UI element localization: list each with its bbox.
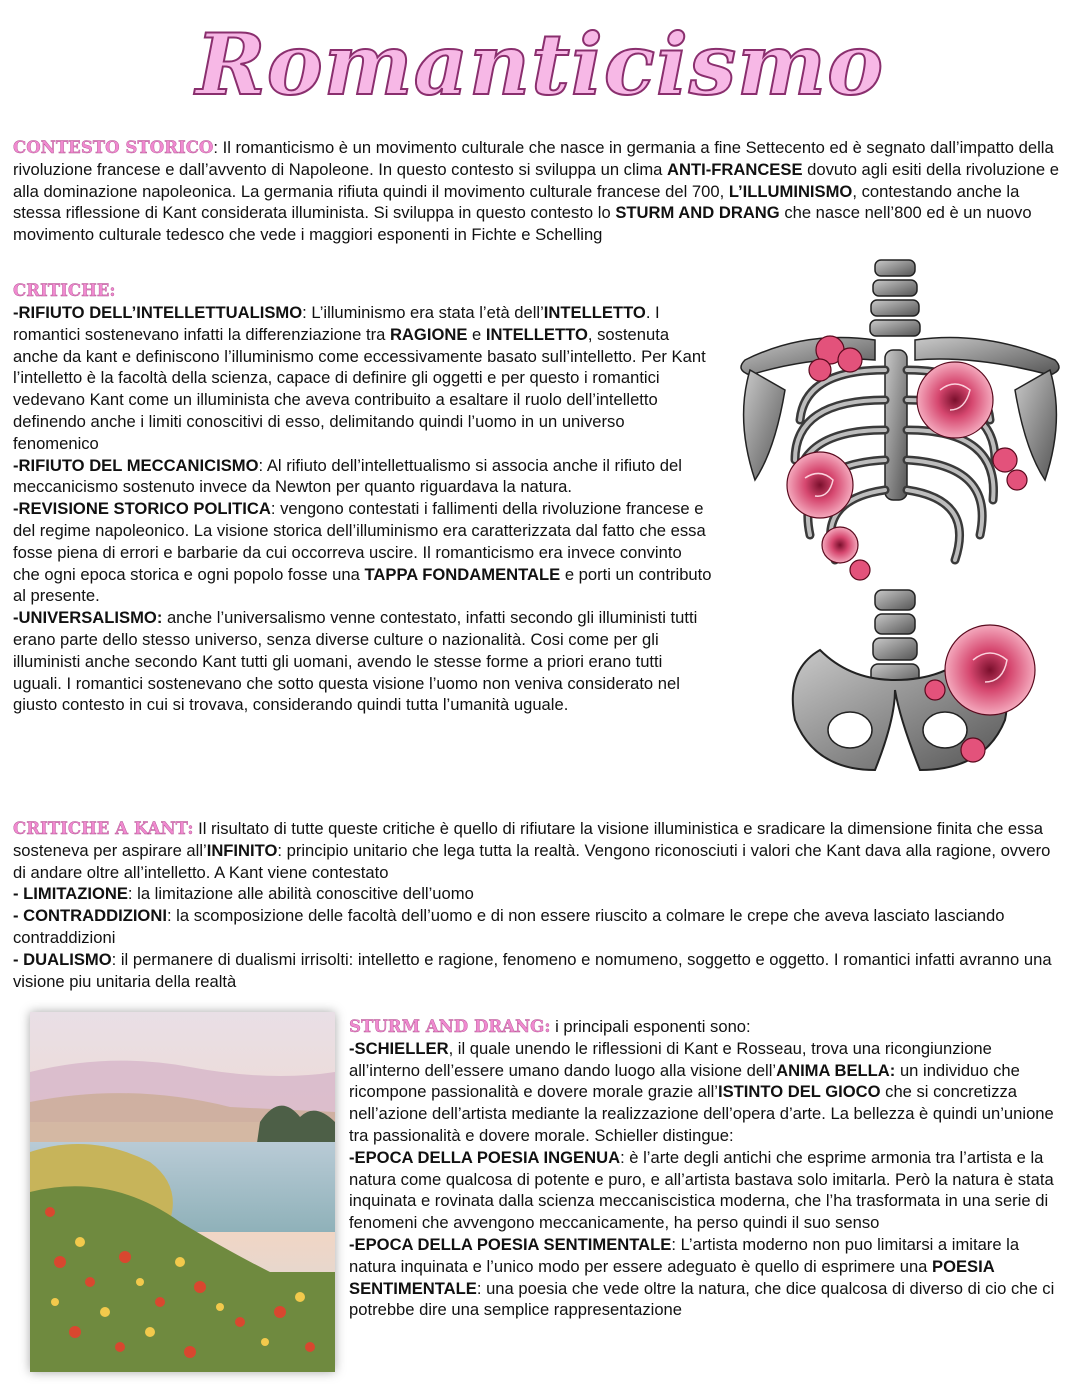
critiche-p3-bold-1: -REVISIONE STORICO POLITICA	[13, 499, 271, 519]
sturm-p1-text-1: , il quale unendo le riflessioni di Kant e Rosseau, trova una ricongiunzione all’interno dell’essere umano dando luogo alla visione dell’	[349, 1038, 992, 1080]
contesto-heading: CONTESTO STORICO	[13, 137, 214, 157]
sturm-p2-bold-1: -EPOCA DELLA POESIA INGENUA	[349, 1147, 621, 1167]
kant-heading: CRITICHE A KANT:	[13, 818, 194, 838]
critiche-p1-bold-2: INTELLETTO	[543, 303, 646, 322]
sturm-p1-bold-3: ISTINTO DEL GIOCO	[717, 1082, 881, 1102]
sturm-p1-bold-2: ANIMA BELLA:	[776, 1060, 896, 1080]
critiche-p3-bold-2: TAPPA FONDAMENTALE	[364, 564, 561, 584]
impressionist-painting	[30, 1012, 335, 1372]
kant-limitazione	[13, 883, 1065, 905]
critiche-universalismo	[13, 607, 713, 716]
critiche-p4-bold-1: -UNIVERSALISMO:	[13, 608, 163, 628]
sturm-p3-bold-1: -EPOCA DELLA POESIA SENTIMENTALE	[349, 1234, 672, 1254]
kant-text-2: : principio unitario che lega tutta la realtà. Vengono riconosciuti i valori che Kant dava alla ragione, ovvero di andare oltre all’intelletto. A Kant viene contestato	[13, 840, 1051, 882]
kant-text-1: Il risultato di tutte queste critiche è quello di rifiutare la visione illuministica e sradicare la dimensione finita che essa sosteneva per aspirare all’	[13, 819, 1043, 860]
sturm-p1-text-2: un individuo che ricompone passionalità e dovere morale grazie all’	[349, 1060, 1020, 1102]
contesto-text-3: , contestando anche la stessa riflessione di Kant considerata illuminista. Si sviluppa in questo contesto lo	[13, 181, 1020, 223]
critiche-p2-text-1: : Al rifiuto dell’intellettualismo si associa anche il rifiuto del meccanicismo sostenuto invece da Newton per quanto riguardava la natura.	[13, 455, 682, 497]
section-sturm-und-drang	[349, 1016, 1067, 1321]
critiche-p1-text-1: : L’illuminismo era stata l’età dell’	[302, 303, 544, 322]
critiche-p1-text-3: e	[467, 324, 486, 344]
section-contesto-storico	[13, 137, 1065, 246]
page-title: Romanticismo	[195, 15, 885, 114]
sturm-schieller	[349, 1038, 1067, 1147]
critiche-p1-bold-3: RAGIONE	[389, 324, 468, 344]
sturm-poesia-sentimentale	[349, 1234, 1067, 1321]
critiche-meccanicismo	[13, 455, 713, 499]
sturm-p1-bold-1: -SCHIELLER	[349, 1038, 449, 1058]
kant-limitazione-text: : la limitazione alle abilità conoscitive dell’uomo	[127, 884, 474, 904]
contesto-text-1: : Il romanticismo è un movimento culturale che nasce in germania a fine Settecento ed è segnato dall’impatto della rivoluzione francese e dall’avvento di Napoleone. In questo contesto si sviluppa un clima	[13, 138, 1054, 179]
critiche-p3-text-2: e porti un contributo al presente.	[13, 564, 712, 606]
critiche-p3-text-1: : vengono contestati i fallimenti della rivoluzione francese e del regime napoleonico. La visione storica dell’illuminismo era caratterizzata dal fatto che essa fosse piena di errori e barbarie da cui occorreva uscire. Il romanticismo era invece convinto che ogni epoca storica e ogni popolo fosse una	[13, 499, 706, 584]
contesto-bold-2: L’ILLUMINISMO	[728, 181, 853, 201]
critiche-p1-bold-4: INTELLETTO	[485, 324, 588, 344]
critiche-heading: CRITICHE:	[13, 280, 116, 300]
kant-dualismo-label: - DUALISMO	[13, 949, 112, 969]
sturm-p3-text-1: : L’artista moderno non puo limitarsi a imitare la natura inquinata e l’unico modo per essere adeguato è quello di esprimere una	[349, 1234, 1020, 1276]
sturm-poesia-ingenua	[349, 1147, 1067, 1234]
sturm-p3-bold-2: POESIA SENTIMENTALE	[349, 1256, 995, 1298]
skeleton-roses-illustration	[725, 250, 1075, 825]
critiche-revisione	[13, 498, 713, 607]
kant-contraddizioni-text: : la scomposizione delle facoltà dell’uomo e di non essere riuscito a colmare le crepe che aveva lasciato lasciando contraddizioni	[13, 906, 1005, 947]
kant-bold-1: INFINITO	[206, 840, 278, 860]
contesto-bold-3: STURM AND DRANG	[615, 203, 780, 223]
painting-canvas	[30, 1012, 335, 1372]
kant-intro	[13, 818, 1065, 883]
critiche-p1-text-4: , sostenuta anche da kant e definiscono l’illuminismo come eccessivamente basato sull’intelletto. Per Kant l’intelletto è la facoltà della scienza, capace di definire gli oggetti e per questo i romantici vedevano Kant come un illuminista che aveva contribuito a esaltare il ruolo dell’intelletto definendo anche i limiti conoscitivi di esso, delimitando quindi l’uomo in un universo fenomenico	[13, 324, 706, 453]
contesto-paragraph	[13, 137, 1065, 246]
contesto-text-2: dovuto agli esiti della rivoluzione e alla dominazione napoleonica. La germania rifiuta quindi il movimento culturale francese del 700,	[13, 159, 1059, 201]
sturm-p1-text-3: che si concretizza nell’azione dell’artista mediante la realizzazione dell’opera d’arte. La bellezza è quindi un’unione tra passionalità e dovere morale. Schieller distingue:	[349, 1082, 1054, 1145]
critiche-p4-text-1: anche l’universalismo venne contestato, infatti secondo gli illuministi tutti erano parte dello stesso universo, senza diverse culture o nazionalità. Cosi come per gli illuministi anche secondo Kant tutti gli uomani, avendo le stesse forme a priori erano tutti uguali. I romantici sostenevano che sotto questa visione l’uomo non veniva considerato nel giusto contesto in cui si trovava, considerando quindi tutta l’umanità uguale.	[13, 608, 698, 715]
section-critiche-kant	[13, 818, 1065, 992]
critiche-p1-text-2: . I romantici sostenevano infatti la differenziazione tra	[13, 303, 660, 344]
critiche-p2-bold-1: -RIFIUTO DEL MECCANICISMO	[13, 455, 259, 475]
sturm-heading: STURM AND DRANG:	[349, 1016, 551, 1036]
kant-contraddizioni	[13, 905, 1065, 949]
contesto-text-4: che nasce nell’800 ed è un nuovo movimento culturale tedesco che vede i maggiori esponenti in Fichte e Schelling	[13, 203, 1032, 245]
critiche-intellettualismo	[13, 302, 713, 455]
sturm-intro	[349, 1016, 1067, 1038]
kant-contraddizioni-label: - CONTRADDIZIONI	[13, 906, 167, 926]
kant-limitazione-label: - LIMITAZIONE	[13, 884, 128, 904]
critiche-p1-bold-1: -RIFIUTO DELL’INTELLETTUALISMO	[13, 303, 303, 322]
sturm-intro-text: i principali esponenti sono:	[550, 1017, 751, 1036]
section-critiche	[13, 302, 713, 716]
contesto-bold-1: ANTI-FRANCESE	[667, 159, 803, 179]
sturm-p3-text-2: : una poesia che vede oltre la natura, che dice qualcosa di diverso di cio che ci potrebbe dire una semplice rappresentazione	[349, 1278, 1055, 1320]
kant-dualismo	[13, 949, 1065, 993]
kant-dualismo-text: : il permanere di dualismi irrisolti: intelletto e ragione, fenomeno e nomumeno, soggetto e oggetto. I romantici infatti avranno una visione piu unitaria della realtà	[13, 949, 1052, 991]
sturm-p2-text-1: : è l’arte degli antichi che esprime armonia tra l’artista e la natura come qualcosa di potente e puro, e all’artista bastava solo imitarla. Però la natura è stata inquinata e rovinata dalla scienza meccaniscistica moderna, che l’ha trasformata in una serie di fenomeni che avvengono meccanicamente, ha perso quindi il suo senso	[349, 1147, 1054, 1233]
